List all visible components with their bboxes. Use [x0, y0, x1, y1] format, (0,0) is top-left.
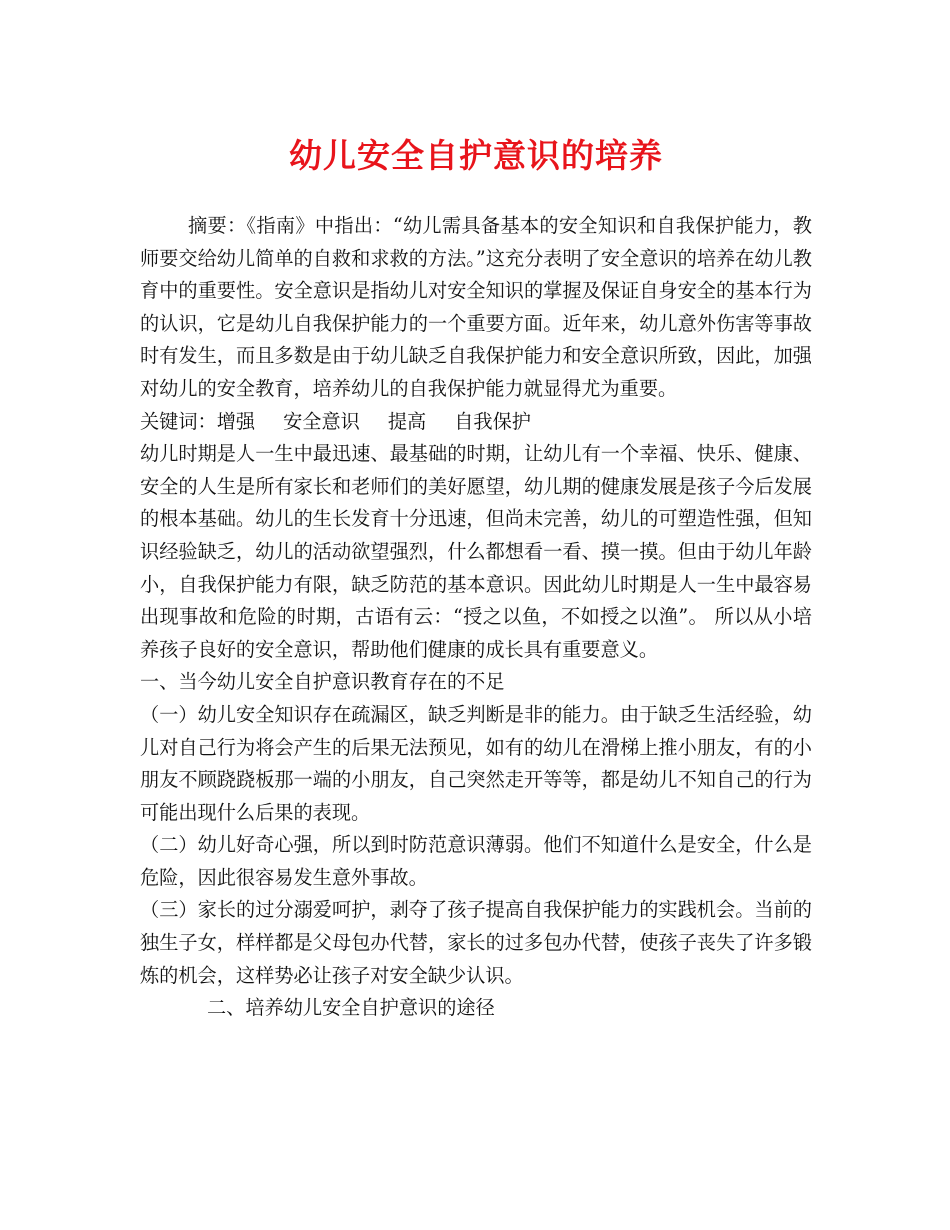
keywords-line [140, 406, 812, 439]
title-spacer [140, 180, 812, 210]
keyword: 安全意识 [283, 409, 360, 433]
keywords-label: 关键词： [140, 409, 217, 433]
keyword: 提高 [387, 409, 427, 433]
keyword: 自我保护 [454, 409, 531, 433]
keyword: 增强 [216, 409, 256, 433]
section1-item-2: （二）幼儿好奇心强，所以到时防范意识薄弱。他们不知道什么是安全，什么是危险，因此很容易发生意外事故。 [140, 833, 812, 889]
section1-item-1: （一）幼儿安全知识存在疏漏区，缺乏判断是非的能力。由于缺乏生活经验，幼儿对自己行为将会产生的后果无法预见，如有的幼儿在滑梯上推小朋友，有的小朋友不顾跷跷板那一端的小朋友，自己突然走开等等，都是幼儿不知自己的行为可能出现什么后果的表现。 [140, 702, 812, 824]
section1-heading: 一、当今幼儿安全自护意识教育存在的不足 [140, 670, 505, 694]
abstract-paragraph: 摘要：《指南》中指出：“幼儿需具备基本的安全知识和自我保护能力，教师要交给幼儿简单的自救和求救的方法。”这充分表明了安全意识的培养在幼儿教育中的重要性。安全意识是指幼儿对安全知识的掌握及保证自身安全的基本行为的认识，它是幼儿自我保护能力的一个重要方面。近年来，幼儿意外伤害等事故时有发生，而且多数是由于幼儿缺乏自我保护能力和安全意识所致，因此，加强对幼儿的安全教育，培养幼儿的自我保护能力就显得尤为重要。 [140, 214, 812, 400]
document-body [140, 132, 812, 1025]
section1-item-3: （三）家长的过分溺爱呵护，剥夺了孩子提高自我保护能力的实践机会。当前的独生子女，样样都是父母包办代替，家长的过多包办代替，使孩子丧失了许多锻炼的机会，这样势必让孩子对安全缺少认识。 [140, 898, 812, 987]
document-title: 幼儿安全自护意识的培养 [289, 136, 663, 175]
intro-paragraph: 幼儿时期是人一生中最迅速、最基础的时期，让幼儿有一个幸福、快乐、健康、安全的人生是所有家长和老师们的美好愿望，幼儿期的健康发展是孩子今后发展的根本基础。幼儿的生长发育十分迅速，但尚未完善，幼儿的可塑造性强，但知识经验缺乏，幼儿的活动欲望强烈，什么都想看一看、摸一摸。但由于幼儿年龄小，自我保护能力有限，缺乏防范的基本意识。因此幼儿时期是人一生中最容易出现事故和危险的时期，古语有云：“授之以鱼，不如授之以渔”。 所以从小培养孩子良好的安全意识，帮助他们健康的成长具有重要意义。 [140, 442, 812, 661]
section2-heading: 二、培养幼儿安全自护意识的途径 [207, 996, 495, 1020]
